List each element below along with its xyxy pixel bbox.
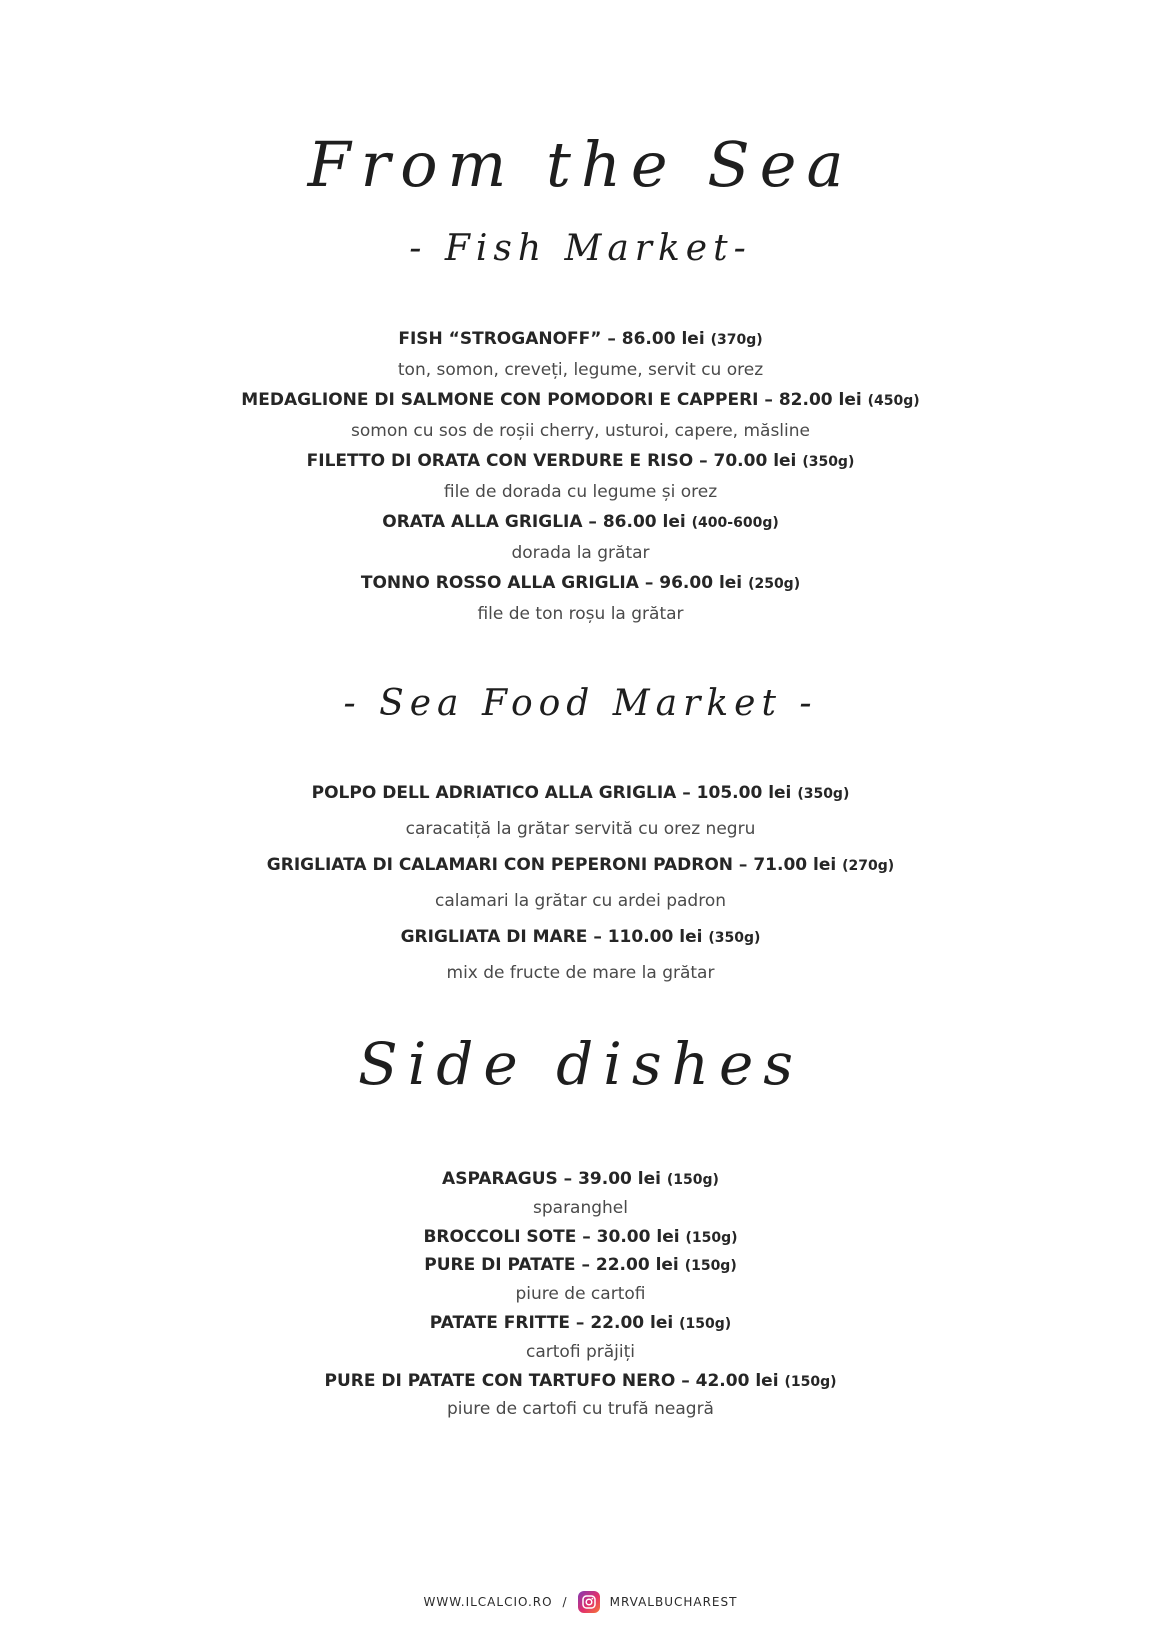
menu-item-title: GRIGLIATA DI MARE – 110.00 lei xyxy=(400,927,703,947)
menu-item-weight: (450g) xyxy=(867,393,920,409)
menu-item xyxy=(0,385,1161,446)
menu-item-description: file de dorada cu legume și orez xyxy=(443,481,718,502)
page-title: From the Sea xyxy=(307,128,854,201)
menu-item xyxy=(0,1223,1161,1252)
menu-item-weight: (400-600g) xyxy=(691,515,779,531)
menu-item-title: BROCCOLI SOTE – 30.00 lei xyxy=(423,1226,680,1247)
menu-item-name xyxy=(0,1309,1161,1338)
menu-item xyxy=(0,324,1161,385)
menu-item xyxy=(0,919,1161,991)
menu-item-title: FISH “STROGANOFF” – 86.00 lei xyxy=(398,329,705,349)
menu-item-title: MEDAGLIONE DI SALMONE CON POMODORI E CAPPERI – 82.00 lei xyxy=(241,390,862,410)
menu-item-name xyxy=(0,507,1161,538)
instagram-handle[interactable]: MRVALBUCHAREST xyxy=(609,1595,738,1609)
menu-item-title: PURE DI PATATE CON TARTUFO NERO – 42.00 lei xyxy=(324,1370,779,1391)
fish-market-heading: - Fish Market- xyxy=(409,228,752,269)
menu-item-name xyxy=(0,1223,1161,1252)
menu-item-weight: (150g) xyxy=(666,1172,719,1188)
menu-item-title: GRIGLIATA DI CALAMARI CON PEPERONI PADRON – 71.00 lei xyxy=(266,855,837,875)
menu-item-description: file de ton roșu la grătar xyxy=(477,603,684,624)
menu-item-title: PURE DI PATATE – 22.00 lei xyxy=(424,1255,679,1276)
menu-item-description: dorada la grătar xyxy=(511,542,650,563)
menu-item xyxy=(0,568,1161,629)
menu-item-description: mix de fructe de mare la grătar xyxy=(446,963,715,983)
menu-item-description: piure de cartofi cu trufă neagră xyxy=(447,1399,714,1420)
footer-separator: / xyxy=(562,1595,568,1609)
menu-item-name xyxy=(0,385,1161,416)
menu-item-description: calamari la grătar cu ardei padron xyxy=(434,891,727,911)
sea-food-market-list xyxy=(0,775,1161,991)
menu-item-name xyxy=(0,324,1161,355)
side-dishes-list xyxy=(0,1165,1161,1424)
website-link[interactable]: WWW.ILCALCIO.RO xyxy=(423,1595,553,1609)
menu-item-description: caracatiță la grătar servită cu orez negru xyxy=(405,819,756,839)
menu-item-title: ASPARAGUS – 39.00 lei xyxy=(442,1169,661,1189)
footer xyxy=(0,1591,1161,1613)
menu-item-name xyxy=(0,1165,1161,1194)
menu-item xyxy=(0,1251,1161,1309)
menu-item-weight: (150g) xyxy=(684,1258,737,1275)
menu-item xyxy=(0,847,1161,919)
menu-item xyxy=(0,1165,1161,1223)
menu-item-name xyxy=(0,568,1161,599)
menu-item-name xyxy=(0,775,1161,811)
menu-item-title: PATATE FRITTE – 22.00 lei xyxy=(429,1312,674,1333)
instagram-icon[interactable] xyxy=(578,1591,600,1613)
menu-item-name xyxy=(0,1251,1161,1280)
menu-item-title: TONNO ROSSO ALLA GRIGLIA – 96.00 lei xyxy=(360,573,743,593)
menu-item-description: ton, somon, creveți, legume, servit cu orez xyxy=(397,359,764,380)
menu-item-description: cartofi prăjiți xyxy=(526,1341,635,1362)
menu-item-weight: (350g) xyxy=(708,930,761,946)
menu-item-name xyxy=(0,1367,1161,1396)
sea-food-market-heading: - Sea Food Market - xyxy=(343,683,818,724)
menu-item-weight: (250g) xyxy=(748,576,801,592)
menu-item-weight: (350g) xyxy=(802,454,855,470)
fish-market-list xyxy=(0,324,1161,629)
menu-item xyxy=(0,446,1161,507)
menu-item-title: POLPO DELL ADRIATICO ALLA GRIGLIA – 105.00 lei xyxy=(311,783,792,803)
menu-item-weight: (370g) xyxy=(710,332,763,348)
menu-item-description: piure de cartofi xyxy=(515,1284,646,1305)
menu-item-weight: (150g) xyxy=(679,1315,732,1332)
menu-item-weight: (270g) xyxy=(842,858,895,874)
menu-item-description: somon cu sos de roșii cherry, usturoi, capere, măsline xyxy=(351,420,810,441)
menu-item-weight: (150g) xyxy=(685,1229,738,1246)
menu-item-weight: (150g) xyxy=(784,1373,837,1390)
menu-item-title: ORATA ALLA GRIGLIA – 86.00 lei xyxy=(382,512,686,532)
menu-item-title: FILETTO DI ORATA CON VERDURE E RISO – 70.00 lei xyxy=(306,451,797,471)
menu-item-name xyxy=(0,847,1161,883)
side-dishes-heading: Side dishes xyxy=(357,1030,804,1098)
menu-item xyxy=(0,1367,1161,1425)
menu-item-name xyxy=(0,446,1161,477)
menu-item-description: sparanghel xyxy=(533,1197,628,1218)
menu-item-name xyxy=(0,919,1161,955)
menu-item xyxy=(0,775,1161,847)
menu-item-weight: (350g) xyxy=(797,786,850,802)
menu-item xyxy=(0,507,1161,568)
menu-item xyxy=(0,1309,1161,1367)
